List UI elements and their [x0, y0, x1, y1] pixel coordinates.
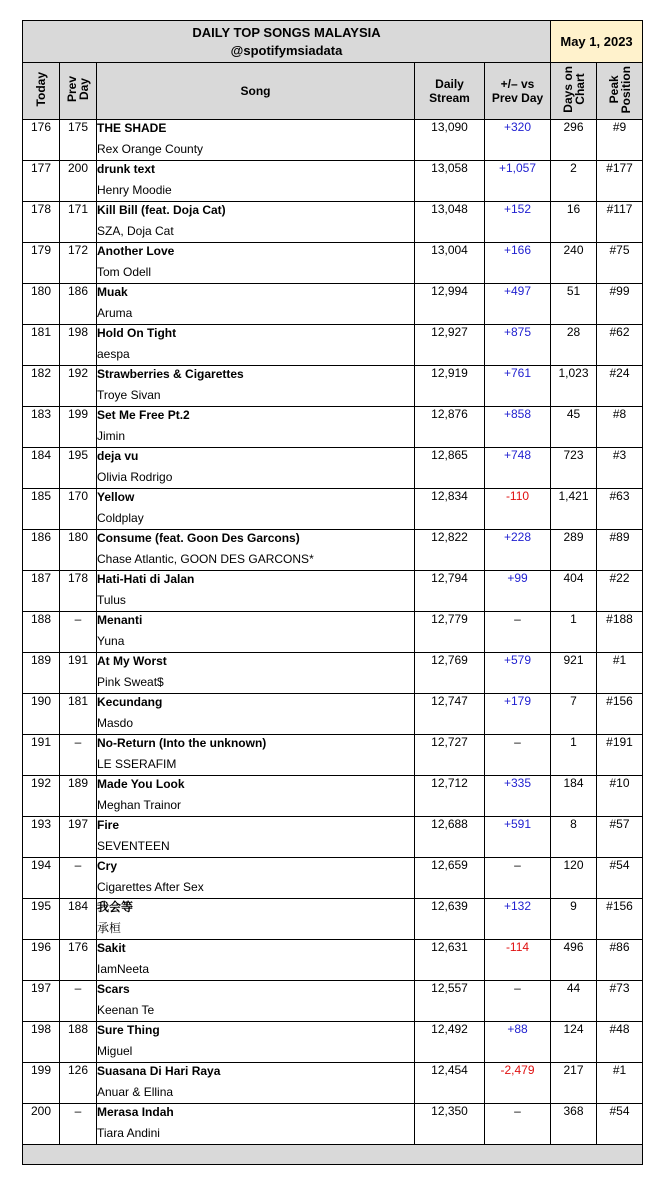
song-title: Hati-Hati di Jalan	[97, 572, 195, 586]
song-title: No-Return (Into the unknown)	[97, 736, 267, 750]
peak-position: #1	[597, 653, 643, 694]
rank-prev-day: –	[60, 858, 97, 899]
song-artist: Tom Odell	[97, 265, 152, 279]
days-on-chart: 45	[551, 407, 597, 448]
rank-prev-day: 180	[60, 530, 97, 571]
stream-change: –	[485, 612, 551, 653]
song-artist: Tiara Andini	[97, 1126, 160, 1140]
song-artist: LE SSERAFIM	[97, 757, 177, 771]
song-title: Another Love	[97, 244, 175, 258]
days-on-chart: 184	[551, 776, 597, 817]
peak-position: #89	[597, 530, 643, 571]
song-artist: Keenan Te	[97, 1003, 155, 1017]
peak-position: #24	[597, 366, 643, 407]
peak-position: #57	[597, 817, 643, 858]
song-artist: Anuar & Ellina	[97, 1085, 174, 1099]
stream-change: +88	[485, 1022, 551, 1063]
table-row	[23, 325, 643, 366]
daily-streams: 12,994	[415, 284, 485, 325]
rank-today: 182	[23, 366, 60, 407]
song-title: Strawberries & Cigarettes	[97, 367, 244, 381]
song-cell	[97, 1022, 415, 1063]
footer-bar	[23, 1145, 643, 1165]
table-row	[23, 571, 643, 612]
peak-position: #156	[597, 899, 643, 940]
song-artist: Yuna	[97, 634, 125, 648]
stream-change: +761	[485, 366, 551, 407]
rank-prev-day: 178	[60, 571, 97, 612]
song-cell	[97, 448, 415, 489]
stream-change: +497	[485, 284, 551, 325]
rank-prev-day: 188	[60, 1022, 97, 1063]
daily-streams: 12,659	[415, 858, 485, 899]
song-artist: Aruma	[97, 306, 133, 320]
daily-streams: 13,090	[415, 120, 485, 161]
daily-streams: 12,639	[415, 899, 485, 940]
song-cell	[97, 489, 415, 530]
chart-date: May 1, 2023	[551, 21, 643, 63]
days-on-chart: 240	[551, 243, 597, 284]
col-days-on-chart-label: Days on Chart	[560, 66, 587, 113]
table-row	[23, 612, 643, 653]
stream-change: +179	[485, 694, 551, 735]
peak-position: #1	[597, 1063, 643, 1104]
rank-today: 194	[23, 858, 60, 899]
stream-change: –	[485, 981, 551, 1022]
song-artist: Miguel	[97, 1044, 133, 1058]
rank-prev-day: –	[60, 612, 97, 653]
rank-prev-day: 198	[60, 325, 97, 366]
rank-prev-day: 175	[60, 120, 97, 161]
rank-prev-day: 176	[60, 940, 97, 981]
stream-change: –	[485, 858, 551, 899]
rank-today: 191	[23, 735, 60, 776]
song-title: drunk text	[97, 162, 156, 176]
table-row	[23, 407, 643, 448]
rank-today: 190	[23, 694, 60, 735]
stream-change: +579	[485, 653, 551, 694]
days-on-chart: 2	[551, 161, 597, 202]
stream-change: +166	[485, 243, 551, 284]
song-artist: Rex Orange County	[97, 142, 204, 156]
col-change: +/– vs Prev Day	[485, 63, 551, 120]
rank-today: 184	[23, 448, 60, 489]
days-on-chart: 1,421	[551, 489, 597, 530]
song-title: Hold On Tight	[97, 326, 177, 340]
daily-streams: 12,876	[415, 407, 485, 448]
song-title: Yellow	[97, 490, 135, 504]
title-row	[23, 21, 643, 63]
daily-streams: 12,557	[415, 981, 485, 1022]
table-row	[23, 161, 643, 202]
days-on-chart: 124	[551, 1022, 597, 1063]
table-row	[23, 284, 643, 325]
song-artist: IamNeeta	[97, 962, 150, 976]
rank-today: 197	[23, 981, 60, 1022]
rank-prev-day: –	[60, 735, 97, 776]
song-title: Scars	[97, 982, 130, 996]
table-row	[23, 940, 643, 981]
daily-streams: 12,712	[415, 776, 485, 817]
rank-today: 193	[23, 817, 60, 858]
stream-change: +228	[485, 530, 551, 571]
days-on-chart: 7	[551, 694, 597, 735]
rank-today: 186	[23, 530, 60, 571]
song-cell	[97, 571, 415, 612]
rank-prev-day: –	[60, 1104, 97, 1145]
daily-streams: 12,727	[415, 735, 485, 776]
song-title: Sure Thing	[97, 1023, 160, 1037]
rank-today: 195	[23, 899, 60, 940]
daily-streams: 13,004	[415, 243, 485, 284]
days-on-chart: 404	[551, 571, 597, 612]
peak-position: #10	[597, 776, 643, 817]
days-on-chart: 120	[551, 858, 597, 899]
peak-position: #99	[597, 284, 643, 325]
stream-change: +591	[485, 817, 551, 858]
song-title: Suasana Di Hari Raya	[97, 1064, 221, 1078]
peak-position: #75	[597, 243, 643, 284]
col-peak-position-label: Peak Position	[606, 65, 633, 114]
song-cell	[97, 120, 415, 161]
song-cell	[97, 899, 415, 940]
rank-today: 200	[23, 1104, 60, 1145]
rank-prev-day: 197	[60, 817, 97, 858]
table-row	[23, 653, 643, 694]
daily-streams: 12,834	[415, 489, 485, 530]
peak-position: #73	[597, 981, 643, 1022]
rank-today: 196	[23, 940, 60, 981]
rank-prev-day: 195	[60, 448, 97, 489]
table-row	[23, 489, 643, 530]
days-on-chart: 723	[551, 448, 597, 489]
stream-change: +132	[485, 899, 551, 940]
song-cell	[97, 817, 415, 858]
stream-change: –	[485, 1104, 551, 1145]
song-cell	[97, 243, 415, 284]
rank-today: 189	[23, 653, 60, 694]
song-title: 我会等	[97, 900, 134, 914]
stream-change: +152	[485, 202, 551, 243]
daily-streams: 12,350	[415, 1104, 485, 1145]
daily-streams: 12,919	[415, 366, 485, 407]
daily-streams: 12,822	[415, 530, 485, 571]
rank-today: 179	[23, 243, 60, 284]
rank-today: 181	[23, 325, 60, 366]
days-on-chart: 8	[551, 817, 597, 858]
table-row	[23, 858, 643, 899]
song-cell	[97, 284, 415, 325]
stream-change: +858	[485, 407, 551, 448]
song-artist: Jimin	[97, 429, 126, 443]
table-row	[23, 981, 643, 1022]
song-title: Kecundang	[97, 695, 163, 709]
rank-today: 178	[23, 202, 60, 243]
col-days-on-chart	[551, 63, 597, 120]
daily-streams: 12,779	[415, 612, 485, 653]
song-cell	[97, 407, 415, 448]
peak-position: #3	[597, 448, 643, 489]
song-cell	[97, 776, 415, 817]
song-artist: Olivia Rodrigo	[97, 470, 173, 484]
days-on-chart: 16	[551, 202, 597, 243]
col-today-label: Today	[34, 72, 48, 107]
daily-streams: 12,631	[415, 940, 485, 981]
table-row	[23, 530, 643, 571]
days-on-chart: 921	[551, 653, 597, 694]
table-row	[23, 1022, 643, 1063]
song-artist: SEVENTEEN	[97, 839, 170, 853]
col-prev-day	[60, 63, 97, 120]
rank-today: 192	[23, 776, 60, 817]
column-header-row	[23, 63, 643, 120]
daily-streams: 13,058	[415, 161, 485, 202]
days-on-chart: 44	[551, 981, 597, 1022]
song-cell	[97, 202, 415, 243]
table-row	[23, 899, 643, 940]
rank-today: 177	[23, 161, 60, 202]
rank-prev-day: 191	[60, 653, 97, 694]
days-on-chart: 1	[551, 735, 597, 776]
rank-prev-day: 126	[60, 1063, 97, 1104]
song-artist: Meghan Trainor	[97, 798, 182, 812]
rank-today: 188	[23, 612, 60, 653]
col-today	[23, 63, 60, 120]
peak-position: #188	[597, 612, 643, 653]
song-rows	[23, 120, 643, 1145]
song-artist: 承桓	[97, 921, 122, 935]
rank-today: 176	[23, 120, 60, 161]
chart-title: DAILY TOP SONGS MALAYSIA	[192, 24, 381, 40]
table-row	[23, 776, 643, 817]
days-on-chart: 217	[551, 1063, 597, 1104]
peak-position: #54	[597, 1104, 643, 1145]
days-on-chart: 28	[551, 325, 597, 366]
table-row	[23, 817, 643, 858]
song-title: THE SHADE	[97, 121, 167, 135]
rank-prev-day: 184	[60, 899, 97, 940]
rank-prev-day: –	[60, 981, 97, 1022]
song-cell	[97, 735, 415, 776]
table-row	[23, 694, 643, 735]
stream-change: +1,057	[485, 161, 551, 202]
stream-change: -2,479	[485, 1063, 551, 1104]
song-title: Fire	[97, 818, 120, 832]
peak-position: #63	[597, 489, 643, 530]
daily-streams: 12,454	[415, 1063, 485, 1104]
chart-handle: @spotifymsiadata	[230, 42, 343, 58]
table-row	[23, 366, 643, 407]
rank-prev-day: 170	[60, 489, 97, 530]
col-peak-position	[597, 63, 643, 120]
stream-change: -114	[485, 940, 551, 981]
song-cell	[97, 612, 415, 653]
song-cell	[97, 366, 415, 407]
top-songs-table	[22, 20, 643, 1165]
song-title: Sakit	[97, 941, 126, 955]
chart-title-cell	[23, 21, 551, 63]
stream-change: +99	[485, 571, 551, 612]
song-artist: Tulus	[97, 593, 126, 607]
stream-change: +320	[485, 120, 551, 161]
rank-today: 198	[23, 1022, 60, 1063]
col-prev-day-label: Prev Day	[65, 76, 91, 103]
days-on-chart: 368	[551, 1104, 597, 1145]
song-title: Cry	[97, 859, 118, 873]
song-title: Muak	[97, 285, 128, 299]
daily-streams: 12,688	[415, 817, 485, 858]
song-artist: Coldplay	[97, 511, 144, 525]
song-artist: Masdo	[97, 716, 134, 730]
song-title: Merasa Indah	[97, 1105, 174, 1119]
song-cell	[97, 161, 415, 202]
daily-streams: 12,747	[415, 694, 485, 735]
days-on-chart: 9	[551, 899, 597, 940]
song-title: Kill Bill (feat. Doja Cat)	[97, 203, 226, 217]
peak-position: #8	[597, 407, 643, 448]
rank-today: 187	[23, 571, 60, 612]
song-cell	[97, 981, 415, 1022]
song-artist: Troye Sivan	[97, 388, 161, 402]
song-title: Made You Look	[97, 777, 185, 791]
song-artist: aespa	[97, 347, 130, 361]
stream-change: +335	[485, 776, 551, 817]
peak-position: #9	[597, 120, 643, 161]
daily-streams: 12,769	[415, 653, 485, 694]
days-on-chart: 289	[551, 530, 597, 571]
song-artist: Chase Atlantic, GOON DES GARCONS*	[97, 552, 314, 566]
rank-prev-day: 199	[60, 407, 97, 448]
song-artist: Pink Sweat$	[97, 675, 164, 689]
stream-change: -110	[485, 489, 551, 530]
daily-streams: 12,865	[415, 448, 485, 489]
song-cell	[97, 1104, 415, 1145]
rank-prev-day: 186	[60, 284, 97, 325]
peak-position: #191	[597, 735, 643, 776]
song-title: Set Me Free Pt.2	[97, 408, 190, 422]
song-artist: Cigarettes After Sex	[97, 880, 204, 894]
rank-prev-day: 189	[60, 776, 97, 817]
song-title: Consume (feat. Goon Des Garcons)	[97, 531, 300, 545]
stream-change: +875	[485, 325, 551, 366]
song-title: deja vu	[97, 449, 139, 463]
daily-streams: 12,927	[415, 325, 485, 366]
song-title: Menanti	[97, 613, 143, 627]
stream-change: +748	[485, 448, 551, 489]
rank-prev-day: 192	[60, 366, 97, 407]
song-cell	[97, 858, 415, 899]
song-cell	[97, 653, 415, 694]
daily-streams: 12,492	[415, 1022, 485, 1063]
table-row	[23, 243, 643, 284]
table-row	[23, 735, 643, 776]
peak-position: #177	[597, 161, 643, 202]
table-row	[23, 1063, 643, 1104]
stream-change: –	[485, 735, 551, 776]
col-song: Song	[97, 63, 415, 120]
table-row	[23, 120, 643, 161]
peak-position: #117	[597, 202, 643, 243]
daily-streams: 13,048	[415, 202, 485, 243]
rank-today: 185	[23, 489, 60, 530]
daily-streams: 12,794	[415, 571, 485, 612]
footer-row	[23, 1145, 643, 1165]
days-on-chart: 51	[551, 284, 597, 325]
rank-prev-day: 171	[60, 202, 97, 243]
peak-position: #22	[597, 571, 643, 612]
table-row	[23, 202, 643, 243]
rank-prev-day: 200	[60, 161, 97, 202]
days-on-chart: 1	[551, 612, 597, 653]
song-cell	[97, 940, 415, 981]
song-artist: Henry Moodie	[97, 183, 172, 197]
song-cell	[97, 694, 415, 735]
song-cell	[97, 1063, 415, 1104]
song-artist: SZA, Doja Cat	[97, 224, 174, 238]
peak-position: #62	[597, 325, 643, 366]
peak-position: #54	[597, 858, 643, 899]
rank-today: 183	[23, 407, 60, 448]
song-title: At My Worst	[97, 654, 167, 668]
rank-today: 180	[23, 284, 60, 325]
rank-prev-day: 172	[60, 243, 97, 284]
song-cell	[97, 325, 415, 366]
peak-position: #156	[597, 694, 643, 735]
table-row	[23, 1104, 643, 1145]
song-cell	[97, 530, 415, 571]
rank-prev-day: 181	[60, 694, 97, 735]
peak-position: #48	[597, 1022, 643, 1063]
peak-position: #86	[597, 940, 643, 981]
days-on-chart: 496	[551, 940, 597, 981]
rank-today: 199	[23, 1063, 60, 1104]
days-on-chart: 296	[551, 120, 597, 161]
col-daily-stream: Daily Stream	[415, 63, 485, 120]
days-on-chart: 1,023	[551, 366, 597, 407]
table-row	[23, 448, 643, 489]
